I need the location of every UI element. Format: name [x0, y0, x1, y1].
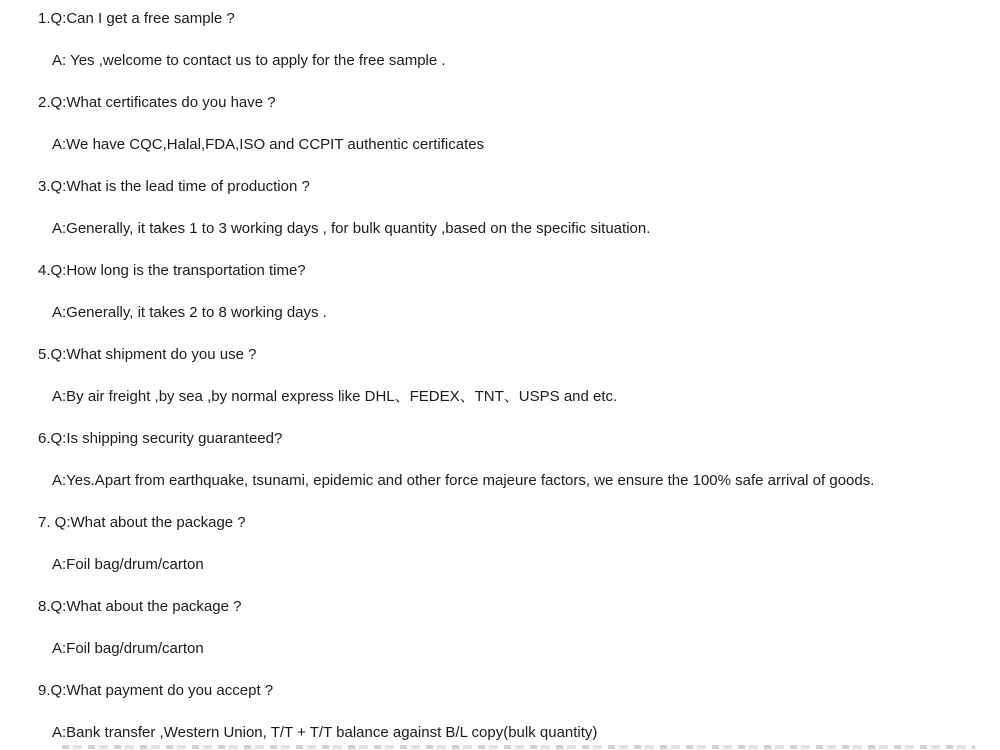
faq-answer: A:Generally, it takes 1 to 3 working days , for bulk quantity ,based on the specific situation.	[52, 220, 651, 237]
faq-question: 6.Q:Is shipping security guaranteed?	[38, 430, 283, 447]
faq-item	[0, 418, 1000, 502]
faq-answer: A:Bank transfer ,Western Union, T/T + T/T balance against B/L copy(bulk quantity)	[52, 724, 598, 741]
faq-answer: A: Yes ,welcome to contact us to apply for the free sample .	[52, 52, 446, 69]
faq-item	[0, 586, 1000, 670]
faq-answer: A:Foil bag/drum/carton	[52, 556, 204, 573]
faq-question: 3.Q:What is the lead time of production ?	[38, 178, 310, 195]
faq-answer: A:Generally, it takes 2 to 8 working days .	[52, 304, 327, 321]
faq-question: 8.Q:What about the package ?	[38, 598, 242, 615]
faq-question: 9.Q:What payment do you accept ?	[38, 682, 274, 699]
faq-item	[0, 166, 1000, 250]
faq-question: 1.Q:Can I get a free sample ?	[38, 10, 235, 27]
faq-question: 7. Q:What about the package ?	[38, 514, 246, 531]
faq-item	[0, 0, 1000, 82]
faq-item	[0, 670, 1000, 750]
faq-answer: A:We have CQC,Halal,FDA,ISO and CCPIT authentic certificates	[52, 136, 485, 153]
faq-question: 4.Q:How long is the transportation time?	[38, 262, 306, 279]
faq-answer: A:Foil bag/drum/carton	[52, 640, 204, 657]
faq-question: 2.Q:What certificates do you have ?	[38, 94, 276, 111]
faq-question: 5.Q:What shipment do you use ?	[38, 346, 257, 363]
faq-item	[0, 250, 1000, 334]
faq-answer: A:By air freight ,by sea ,by normal express like DHL、FEDEX、TNT、USPS and etc.	[52, 388, 618, 405]
faq-item	[0, 502, 1000, 586]
clipped-next-line-sliver	[62, 745, 975, 749]
faq-answer: A:Yes.Apart from earthquake, tsunami, epidemic and other force majeure factors, we ensure the 100% safe arrival of goods.	[52, 472, 875, 489]
faq-item	[0, 82, 1000, 166]
faq-item	[0, 334, 1000, 418]
